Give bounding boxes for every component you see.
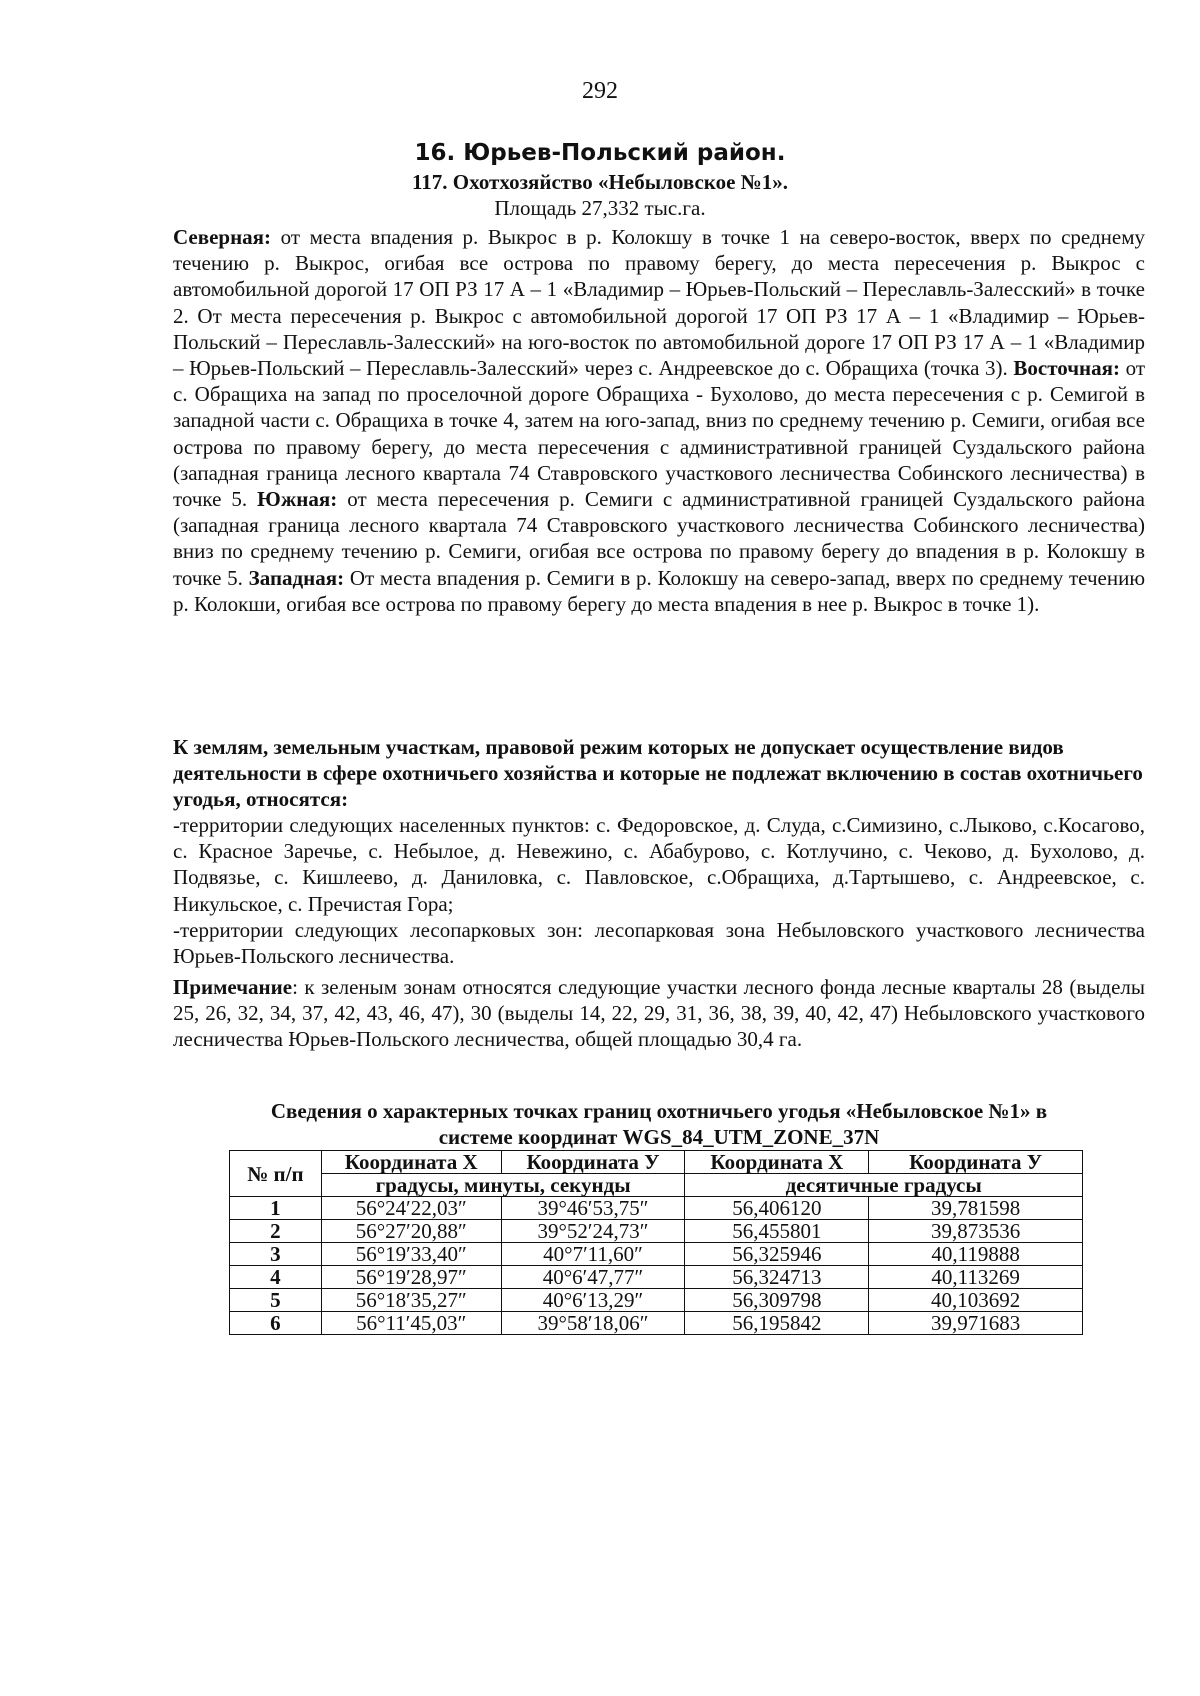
district-title: 16. Юрьев-Польский район. [414,140,786,166]
table-caption-line2: системе координат WGS_84_UTM_ZONE_37N [438,1125,880,1149]
x-dms: 56°18′35,27″ [321,1289,501,1312]
point-number: 6 [230,1312,322,1335]
col-header-y-dec: Координата У [869,1151,1083,1174]
y-dms: 39°52′24,73″ [501,1220,685,1243]
point-number: 3 [230,1243,322,1266]
table-row [230,1266,1083,1289]
col-header-num: № п/п [230,1151,322,1197]
x-dms: 56°11′45,03″ [321,1312,501,1335]
y-decimal: 40,103692 [869,1289,1083,1312]
x-dms: 56°27′20,88″ [321,1220,501,1243]
table-row [230,1220,1083,1243]
x-decimal: 56,309798 [685,1289,869,1312]
table-header-row [230,1151,1083,1174]
x-dms: 56°24′22,03″ [321,1197,501,1220]
y-decimal: 39,781598 [869,1197,1083,1220]
y-dms: 40°7′11,60″ [501,1243,685,1266]
settlements-list: -территории следующих населенных пунктов: с. Федоровское, д. Слуда, с.Симизино, с.Лыково, с.Косагово, с. Красное Заречье, с. Небылое, д. Невежино, с. Абабурово, с. Котлучино, с. Чеково, д. Бухолово, д. Подвязье, с. Кишлеево, д. Даниловка, с. Павловское, с.Обращиха, д.Тартышево, с. Андреевское, с. Никульское, с. Пречистая Гора; [173,813,1145,916]
y-dms: 39°46′53,75″ [501,1197,685,1220]
note-label: Примечание [173,975,293,999]
y-dms: 40°6′13,29″ [501,1289,685,1312]
table-row [230,1197,1083,1220]
east-border-text: от с. Обращиха на запад по проселочной дороге Обращиха - Бухолово, до места пересечения с р. Семигой в западной части с. Обращиха в точке 4, затем на юго-запад, вниз по среднему течению р. Семиги, огибая все острова по правому берегу, до места пересечения с административной границей Суздальского района (западная граница лесного квартала 74 Ставровского участкового лесничества Собинского лесничества) в точке 5. [173,356,1145,512]
table-row [230,1312,1083,1335]
y-dms: 39°58′18,06″ [501,1312,685,1335]
hunting-ground-title: 117. Охотхозяйство «Небыловское №1». [411,170,789,194]
coordinates-table [229,1150,1083,1335]
area-text: Площадь 27,332 тыс.га. [494,196,706,220]
west-border-text: От места впадения р. Семиги в р. Колокшу на северо-запад, вверх по среднему течению р. Колокши, огибая все острова по правому берегу до места впадения в нее р. Выкрос в точке 1). [173,565,1146,616]
east-border-label: Восточная: [1013,356,1120,381]
page-number: 292 [582,78,618,104]
col-header-x-dms: Координата X [321,1151,501,1174]
table-subheader-row [230,1174,1083,1197]
note-paragraph [173,974,1145,1053]
north-border-label: Северная: [173,225,272,249]
x-dms: 56°19′28,97″ [321,1266,501,1289]
south-border-label: Южная: [257,487,338,512]
y-decimal: 39,971683 [869,1312,1083,1335]
x-dms: 56°19′33,40″ [321,1243,501,1266]
col-header-x-dec: Координата X [685,1151,869,1174]
south-border-text: от места пересечения р. Семиги с административной границей Суздальского района (западная граница лесного квартала 74 Ставровского участкового лесничества Собинского лесничества) вниз по среднему течению р. Семиги, огибая все острова по правому берегу до впадения в р. Колокшу в точке 5. [173,487,1145,590]
x-decimal: 56,195842 [685,1312,869,1335]
west-border-label: Западная: [248,565,345,590]
y-dms: 40°6′47,77″ [501,1266,685,1289]
col-header-y-dms: Координата У [501,1151,685,1174]
table-row [230,1243,1083,1266]
point-number: 4 [230,1266,322,1289]
table-caption-line1: Сведения о характерных точках границ охотничьего угодья «Небыловское №1» в [270,1099,1048,1123]
point-number: 5 [230,1289,322,1312]
subheader-dms: градусы, минуты, секунды [321,1174,685,1197]
table-row [230,1289,1083,1312]
y-decimal: 40,113269 [869,1266,1083,1289]
subheader-decimal: десятичные градусы [685,1174,1083,1197]
table-caption [173,1098,1145,1150]
x-decimal: 56,325946 [685,1243,869,1266]
borders-description [173,224,1145,617]
north-border-text: от места впадения р. Выкрос в р. Колокшу в точке 1 на северо-восток, вверх по среднему течению р. Выкрос, огибая все острова по правому берегу, до места пересечения р. Выкрос с автомобильной дорогой 17 ОП РЗ 17 А – 1 «Владимир – Юрьев-Польский – Переславль-Залесский» в точке 2. От места пересечения р. Выкрос с автомобильной дорогой 17 ОП РЗ 17 А – 1 «Владимир – Юрьев-Польский – Переславль-Залесский» на юго-восток по автомобильной дороге 17 ОП РЗ 17 А – 1 «Владимир – Юрьев-Польский – Переславль-Залесский» через с. Андреевское до с. Обращиха (точка 3). [173,225,1145,381]
restricted-lands-heading: К землям, земельным участкам, правовой режим которых не допускает осуществление видов деятельности в сфере охотничьего хозяйства и которые не подлежат включению в состав охотничьего угодья, относятся: [173,735,1143,812]
point-number: 1 [230,1197,322,1220]
x-decimal: 56,324713 [685,1266,869,1289]
x-decimal: 56,455801 [685,1220,869,1243]
forest-park-zones: -территории следующих лесопарковых зон: лесопарковая зона Небыловского участкового лесничества Юрьев-Польского лесничества. [173,918,1145,969]
note-text: : к зеленым зонам относятся следующие участки лесного фонда лесные кварталы 28 (выделы 25, 26, 32, 34, 37, 42, 43, 46, 47), 30 (выделы 14, 22, 29, 31, 36, 38, 39, 40, 42, 47) Небыловского участкового лесничества Юрьев-Польского лесничества, общей площадью 30,4 га. [173,975,1145,1052]
y-decimal: 40,119888 [869,1243,1083,1266]
point-number: 2 [230,1220,322,1243]
x-decimal: 56,406120 [685,1197,869,1220]
y-decimal: 39,873536 [869,1220,1083,1243]
